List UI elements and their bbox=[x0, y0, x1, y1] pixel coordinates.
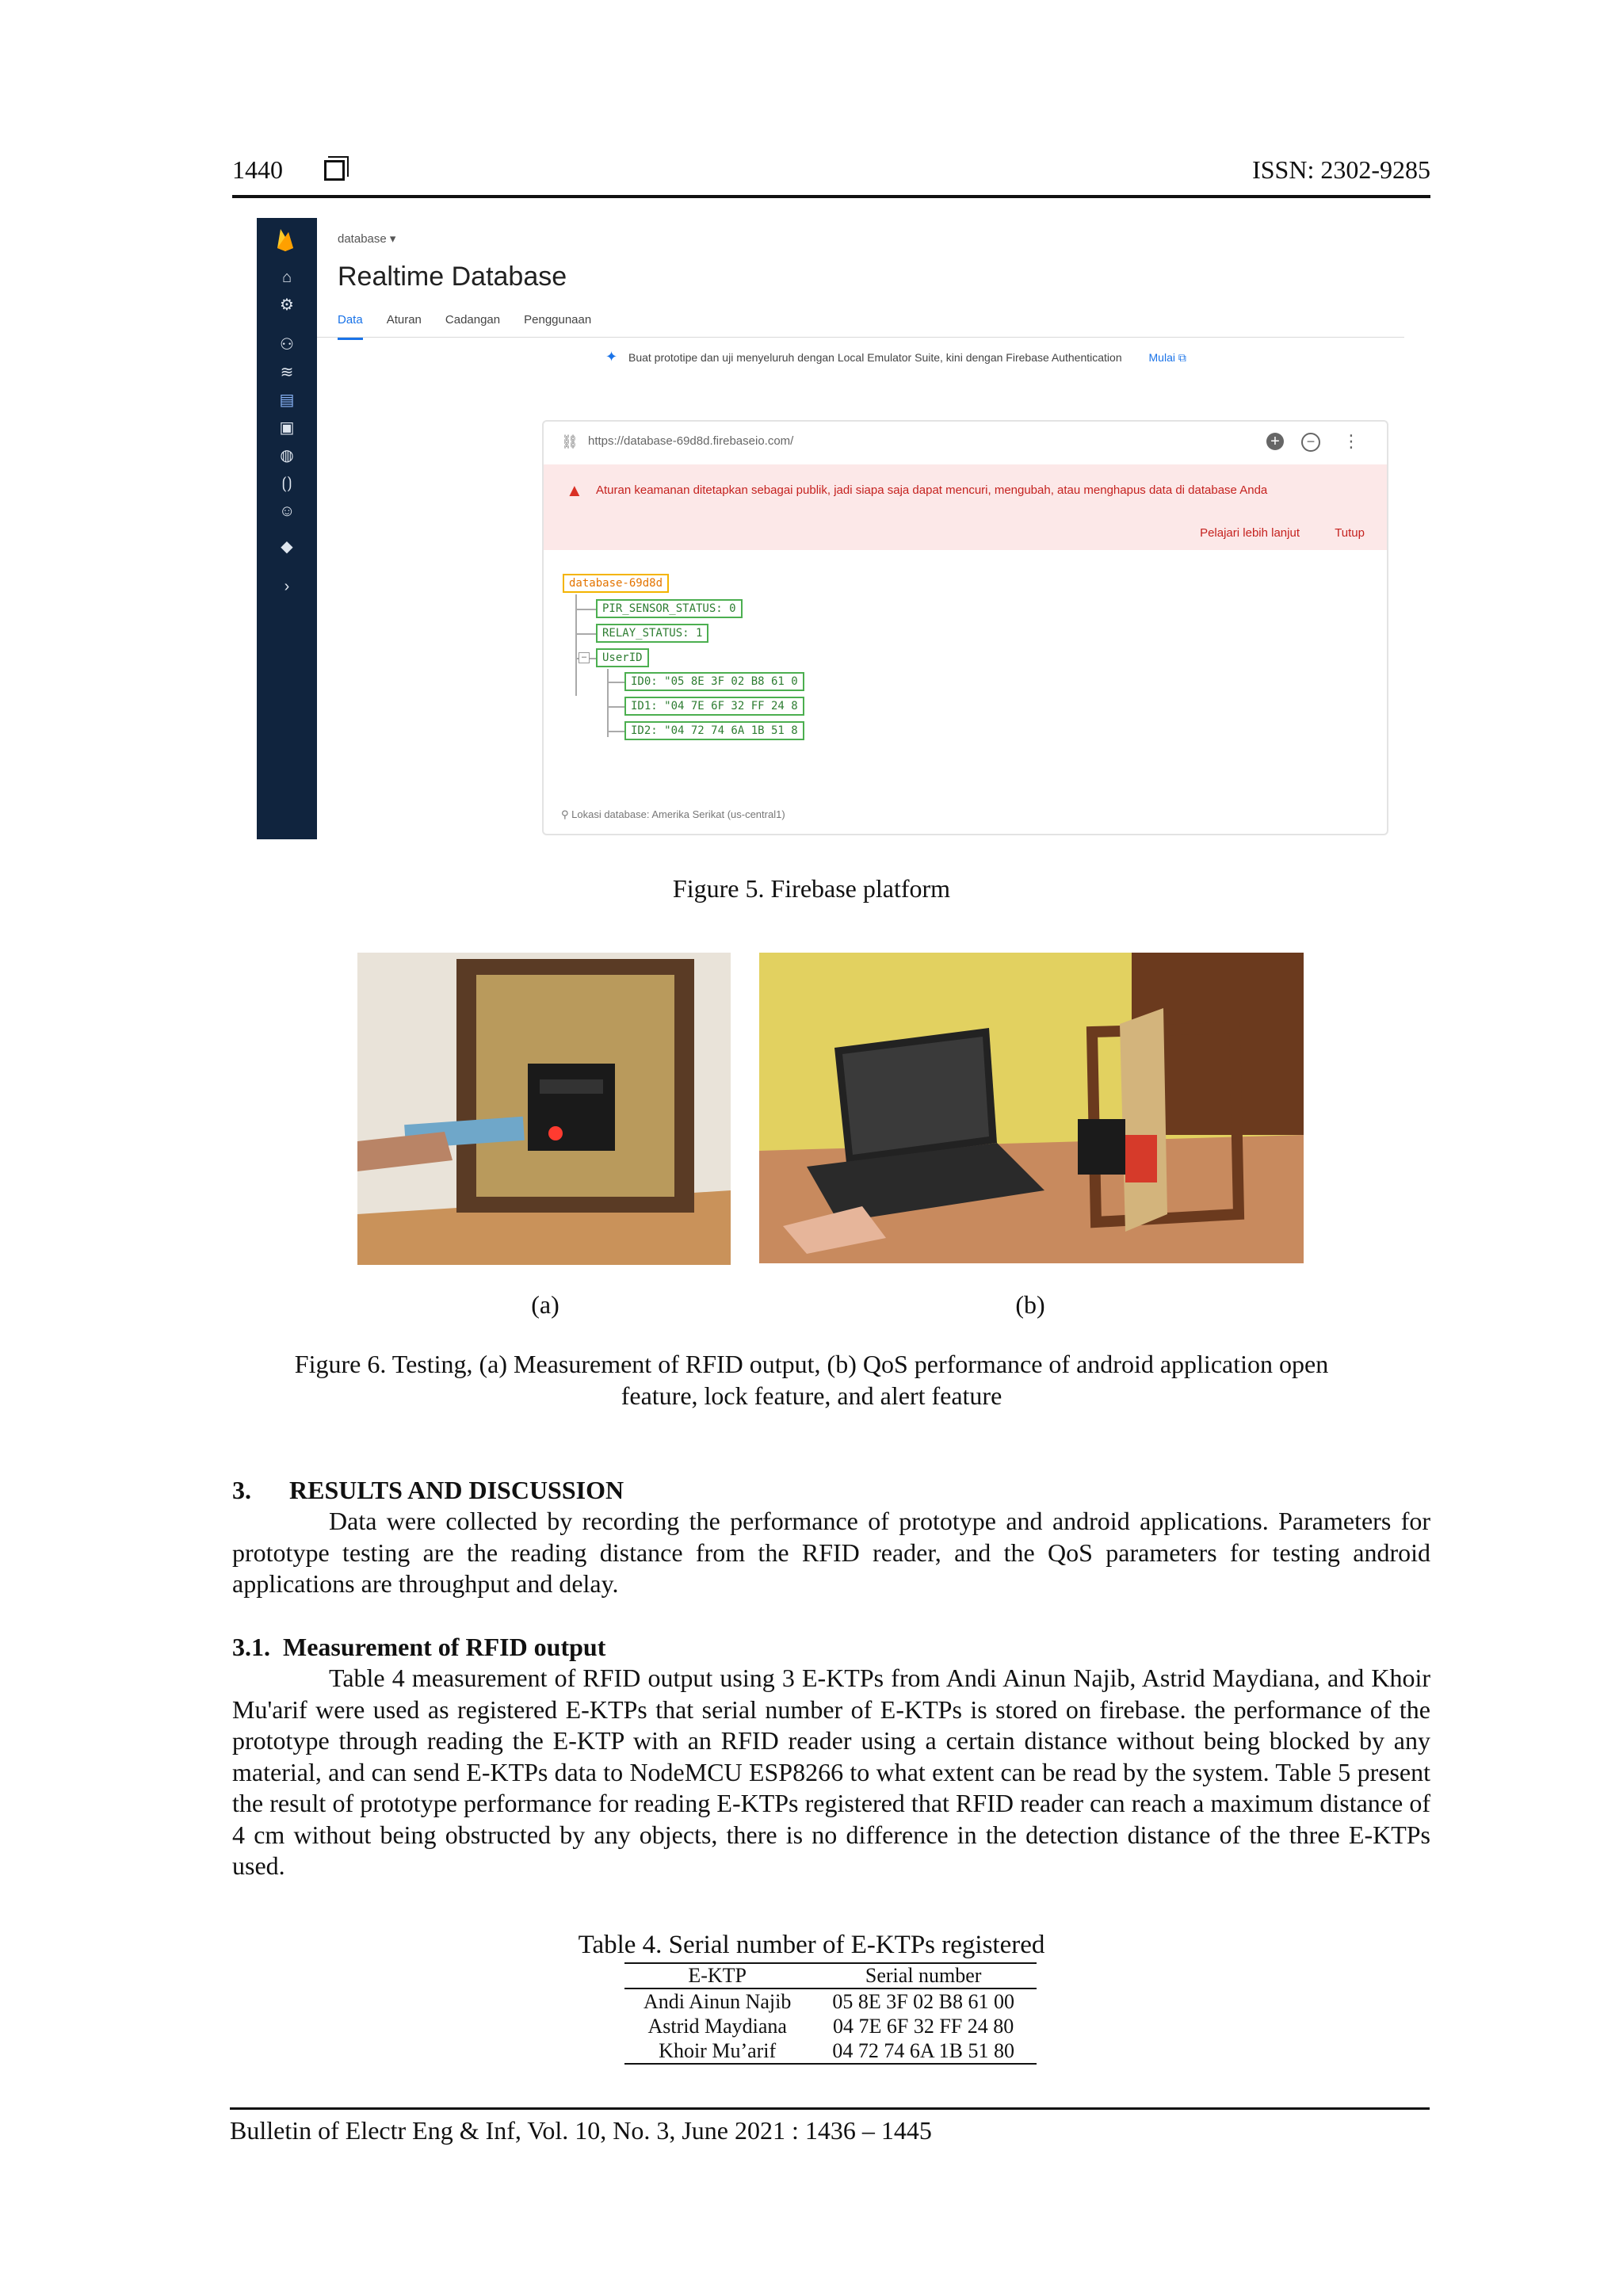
tab-aturan[interactable]: Aturan bbox=[386, 313, 422, 327]
tree-connector bbox=[607, 682, 624, 683]
tree-node-relay[interactable]: RELAY_STATUS: 1 bbox=[596, 624, 708, 643]
tree-node-pir-sensor[interactable]: PIR_SENSOR_STATUS: 0 bbox=[596, 599, 743, 618]
figure6-caption-line1: Figure 6. Testing, (a) Measurement of RFID output, (b) QoS performance of android application open bbox=[294, 1350, 1329, 1378]
database-icon[interactable]: ▤ bbox=[279, 392, 295, 409]
database-selector[interactable]: database ▾ bbox=[338, 232, 396, 246]
table-header: Serial number bbox=[810, 1964, 1037, 1988]
database-location: ⚲ Lokasi database: Amerika Serikat (us-central1) bbox=[561, 808, 785, 820]
remove-icon[interactable]: − bbox=[1301, 433, 1320, 452]
globe-icon[interactable]: ◍ bbox=[280, 447, 294, 464]
page-number: 1440 bbox=[232, 155, 283, 184]
tab-data[interactable]: Data bbox=[338, 313, 363, 340]
tree-connector bbox=[607, 731, 624, 732]
issn: ISSN: 2302-9285 bbox=[1252, 155, 1430, 184]
security-warning bbox=[544, 464, 1387, 550]
figure6-caption-line2: feature, lock feature, and alert feature bbox=[621, 1381, 1002, 1410]
promo-banner bbox=[605, 349, 1186, 365]
photo-rfid-measurement bbox=[357, 953, 731, 1265]
section-3-heading: 3. RESULTS AND DISCUSSION bbox=[232, 1476, 624, 1504]
tree-root-node[interactable]: database-69d8d bbox=[563, 574, 669, 593]
expand-chevron-icon[interactable]: › bbox=[284, 578, 290, 595]
add-icon[interactable]: + bbox=[1266, 433, 1284, 450]
ml-icon[interactable]: ☺ bbox=[279, 502, 296, 520]
users-icon[interactable]: ⚇ bbox=[280, 336, 294, 353]
section-3-1-paragraph: Table 4 measurement of RFID output using 3 E-KTPs from Andi Ainun Najib, Astrid Maydiana, and Khoir Mu'arif were used as registered E-KTPs that serial number of E-KTPs is stored on firebase. the performance of the prototype through reading the E-KTP with an RFID reader using a certain distance without being blocked by any material, and can send E-KTPs data to NodeMCU ESP8266 to what extent can be read by the system. Table 5 present the result of prototype performance for reading E-KTPs registered that RFID reader can reach a maximum distance of 4 cm without being obstructed by any objects, there is no difference in the detection distance of the three E-KTPs used. bbox=[232, 1664, 1430, 1880]
table-cell: 04 72 74 6A 1B 51 80 bbox=[810, 2038, 1037, 2064]
functions-icon[interactable]: ⟮⟯ bbox=[281, 475, 292, 492]
database-url[interactable]: https://database-69d8d.firebaseio.com/ bbox=[588, 434, 794, 448]
gear-icon[interactable]: ⚙ bbox=[280, 296, 294, 314]
page-footer: Bulletin of Electr Eng & Inf, Vol. 10, No. 3, June 2021 : 1436 – 1445 bbox=[230, 2107, 1430, 2145]
table-cell: 04 7E 6F 32 FF 24 80 bbox=[833, 2015, 1014, 2038]
photo-android-qos-test bbox=[759, 953, 1304, 1263]
tree-connector bbox=[607, 706, 624, 708]
figure6-label-a: (a) bbox=[531, 1290, 559, 1319]
tab-penggunaan[interactable]: Penggunaan bbox=[524, 313, 592, 327]
tree-node-userid[interactable]: UserID bbox=[596, 648, 649, 667]
table-row bbox=[624, 2038, 1037, 2064]
table4 bbox=[624, 1964, 1037, 2065]
data-panel bbox=[542, 420, 1388, 835]
warning-text: Aturan keamanan ditetapkan sebagai publik, jadi siapa saja dapat mencuri, mengubah, atau menghapus data di database Anda bbox=[596, 483, 1268, 497]
figure6-label-b: (b) bbox=[1015, 1290, 1045, 1319]
promo-text: Buat prototipe dan uji menyeluruh dengan Local Emulator Suite, kini dengan Firebase Authentication bbox=[628, 351, 1122, 364]
more-options-icon[interactable]: ⋮ bbox=[1342, 431, 1360, 451]
figure5-caption: Figure 5. Firebase platform bbox=[672, 874, 951, 903]
tree-connector bbox=[575, 633, 596, 635]
table-cell: Astrid Maydiana bbox=[647, 2015, 787, 2038]
learn-more-link[interactable]: Pelajari lebih lanjut bbox=[1200, 526, 1300, 540]
tree-node-id2[interactable]: ID2: "04 72 74 6A 1B 51 8 bbox=[624, 721, 804, 740]
tab-divider bbox=[317, 337, 1404, 338]
table-header: E-KTP bbox=[624, 1964, 810, 1988]
firebase-screenshot bbox=[257, 218, 1404, 839]
close-warning-button[interactable]: Tutup bbox=[1335, 526, 1365, 540]
wifi-icon[interactable]: ≋ bbox=[280, 364, 294, 381]
tree-node-id0[interactable]: ID0: "05 8E 3F 02 B8 61 0 bbox=[624, 672, 804, 691]
section-3-1-heading: 3.1. Measurement of RFID output bbox=[232, 1633, 606, 1661]
warning-icon: ▲ bbox=[566, 480, 583, 500]
storage-icon[interactable]: ▣ bbox=[279, 419, 295, 437]
tab-bar bbox=[338, 313, 615, 340]
page-title: Realtime Database bbox=[338, 262, 567, 292]
checkbox-square-icon bbox=[324, 160, 345, 181]
home-icon[interactable]: ⌂ bbox=[281, 269, 292, 286]
table-cell: 05 8E 3F 02 B8 61 00 bbox=[832, 1990, 1015, 2013]
table4-caption: Table 4. Serial number of E-KTPs registered bbox=[578, 1931, 1045, 1959]
page-header bbox=[232, 155, 1430, 198]
table-row bbox=[624, 2014, 1037, 2038]
table-cell: Khoir Mu’arif bbox=[624, 2038, 810, 2064]
firebase-sidebar bbox=[257, 218, 317, 839]
firebase-logo-icon bbox=[274, 227, 296, 251]
tree-node-id1[interactable]: ID1: "04 7E 6F 32 FF 24 8 bbox=[624, 697, 804, 716]
table-row bbox=[624, 1988, 1037, 2014]
collapse-toggle-icon[interactable]: – bbox=[579, 652, 590, 663]
section-3-paragraph: Data were collected by recording the performance of prototype and android applications. Parameters for prototype testing are the reading distance from the RFID reader, and the QoS parameters for testing android applications are throughput and delay. bbox=[232, 1507, 1430, 1598]
sparkle-icon: ✦ bbox=[605, 349, 618, 365]
extensions-icon[interactable]: ◆ bbox=[281, 538, 293, 556]
location-pin-icon: ⚲ bbox=[561, 808, 572, 820]
tab-cadangan[interactable]: Cadangan bbox=[445, 313, 501, 327]
start-link[interactable]: Mulai ⧉ bbox=[1148, 351, 1186, 364]
tree-connector bbox=[575, 609, 596, 610]
tree-connector bbox=[607, 669, 609, 737]
table-cell: Andi Ainun Najib bbox=[643, 1990, 792, 2013]
link-icon: ⛓ bbox=[561, 434, 579, 449]
